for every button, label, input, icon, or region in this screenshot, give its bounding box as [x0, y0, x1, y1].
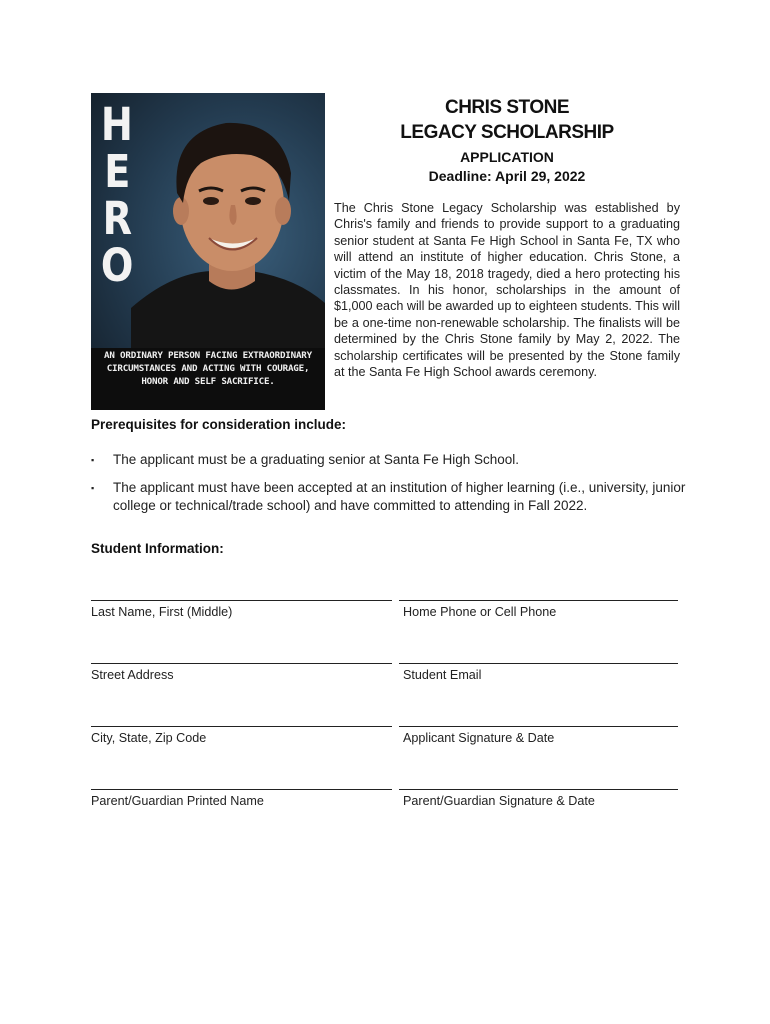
field-line[interactable] [91, 789, 392, 790]
field-line[interactable] [399, 600, 678, 601]
portrait-photo [131, 93, 325, 348]
guardian-signature-field[interactable] [399, 789, 678, 809]
hero-poster-image [91, 93, 325, 410]
prerequisites-heading: Prerequisites for consideration include: [91, 417, 347, 432]
document-header [330, 95, 684, 186]
field-line[interactable] [399, 726, 678, 727]
field-line[interactable] [399, 789, 678, 790]
poster-caption [91, 348, 325, 410]
field-label: Street Address [91, 668, 174, 682]
hero-letter: O [100, 239, 134, 292]
prerequisites-list [91, 451, 691, 525]
field-label: Last Name, First (Middle) [91, 605, 233, 619]
field-line[interactable] [399, 663, 678, 664]
hero-letters [97, 98, 137, 292]
student-info-heading: Student Information: [91, 541, 224, 556]
title-line2: LEGACY SCHOLARSHIP [400, 122, 614, 143]
list-item [91, 479, 691, 515]
field-label: Student Email [403, 668, 482, 682]
caption-line: AN ORDINARY PERSON FACING EXTRAORDINARY [104, 350, 312, 361]
list-item-text: The applicant must have been accepted at an institution of higher learning (i.e., university, junior college or technical/trade school) and have committed to attending in Fall 2022. [113, 480, 686, 513]
student-email-field[interactable] [399, 663, 678, 683]
bullet-icon: ▪ [91, 483, 95, 493]
field-line[interactable] [91, 663, 392, 664]
applicant-signature-field[interactable] [399, 726, 678, 746]
street-address-field[interactable] [91, 663, 392, 683]
bullet-icon: ▪ [91, 455, 95, 465]
guardian-name-field[interactable] [91, 789, 392, 809]
city-state-zip-field[interactable] [91, 726, 392, 746]
deadline-text: Deadline: April 29, 2022 [428, 168, 586, 184]
field-label: Home Phone or Cell Phone [403, 605, 557, 619]
application-subtitle: APPLICATION [460, 149, 554, 165]
field-label: Applicant Signature & Date [403, 731, 555, 745]
title-line1: CHRIS STONE [444, 97, 569, 118]
list-item [91, 451, 691, 469]
last-name-field[interactable] [91, 600, 392, 620]
caption-line: CIRCUMSTANCES AND ACTING WITH COURAGE, [106, 363, 310, 374]
caption-line: HONOR AND SELF SACRIFICE. [141, 376, 275, 387]
field-line[interactable] [91, 600, 392, 601]
field-line[interactable] [91, 726, 392, 727]
phone-field[interactable] [399, 600, 678, 620]
field-label: City, State, Zip Code [91, 731, 207, 745]
field-label: Parent/Guardian Signature & Date [403, 794, 595, 808]
hero-letter: H [100, 98, 134, 151]
field-label: Parent/Guardian Printed Name [91, 794, 264, 808]
intro-paragraph: The Chris Stone Legacy Scholarship was established by Chris's family and friends to provide support to a graduating senior student at Santa Fe High School in Santa Fe, TX who will attend an institute of higher education. Chris Stone, a victim of the May 18, 2018 tragedy, died a hero protecting his classmates. In his honor, scholarships in the amount of $1,000 each will be awarded up to eighteen students. This will be a one-time non-renewable scholarship. The finalists will be determined by the Chris Stone family by May 2, 2022. The scholarship certificates will be presented by the Stone family at the Santa Fe High School awards ceremony. [334, 201, 680, 380]
list-item-text: The applicant must be a graduating senior at Santa Fe High School. [113, 452, 519, 467]
hero-letter: E [103, 145, 131, 198]
hero-letter: R [102, 192, 132, 245]
